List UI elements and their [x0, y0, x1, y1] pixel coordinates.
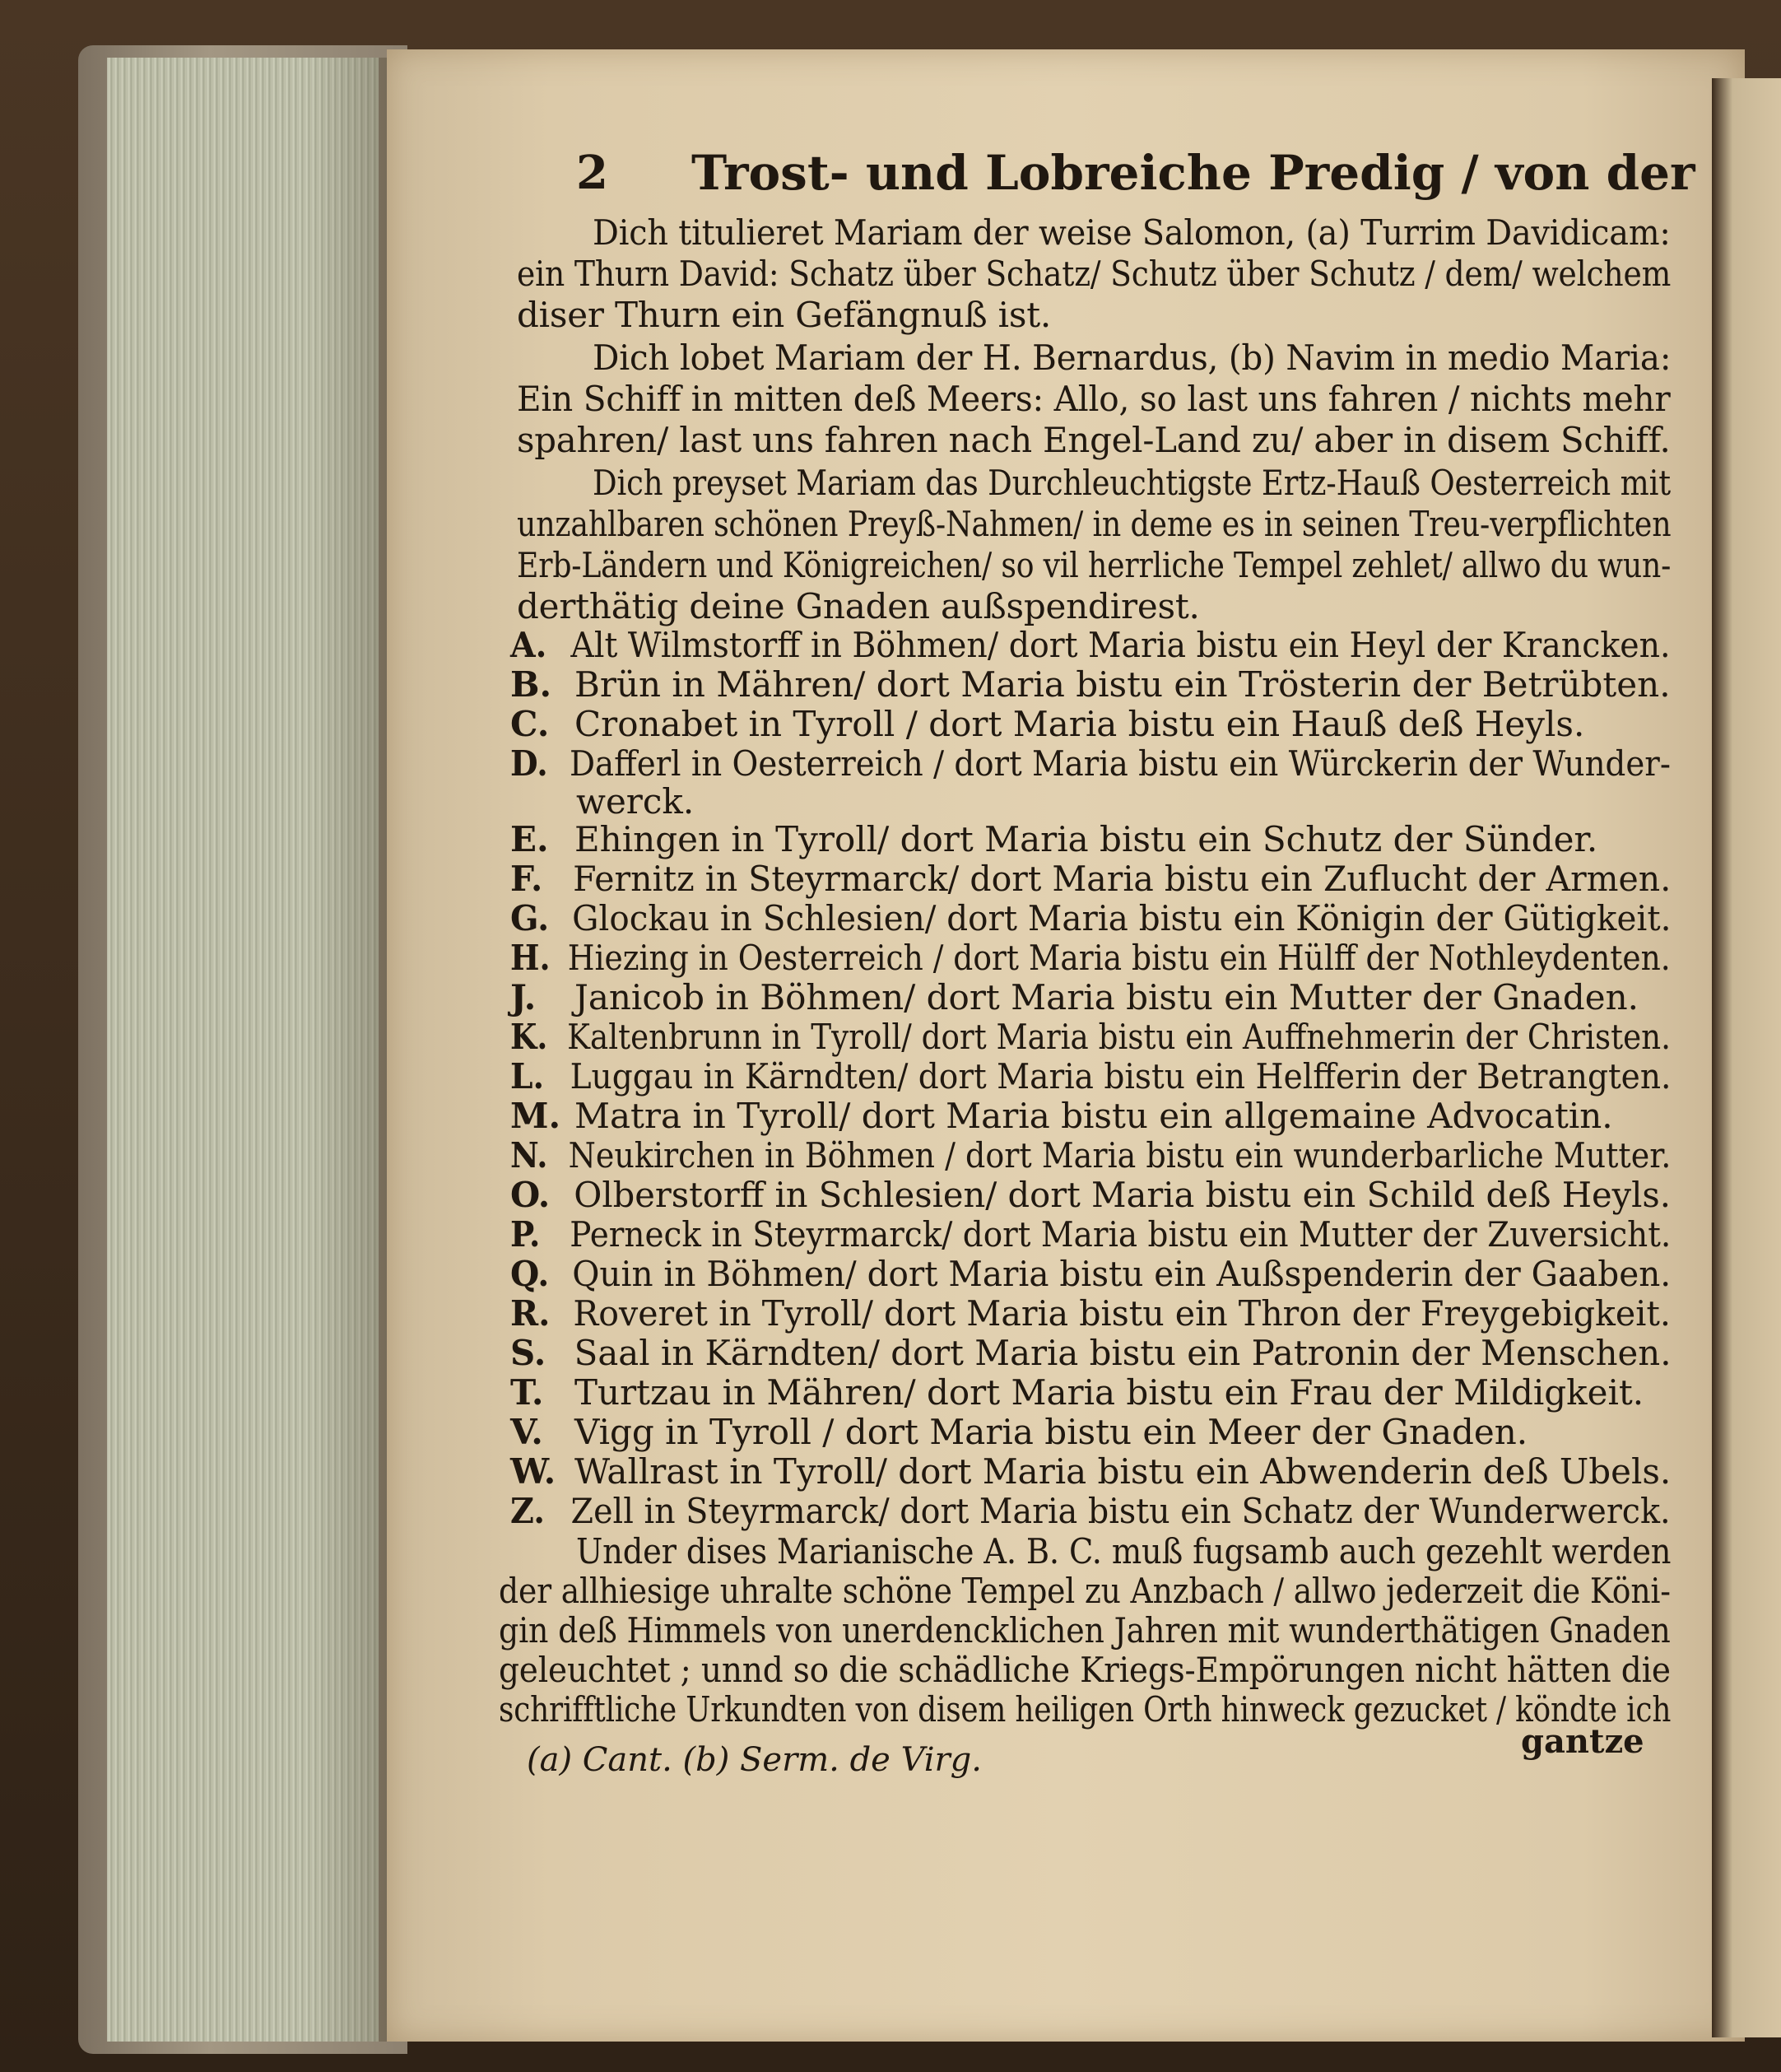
paragraph-line: gin deß Himmels von unerdencklichen Jahren mit wunderthätigen Gnaden [499, 1610, 1671, 1651]
list-item [510, 899, 1671, 938]
list-letter: J. [510, 977, 537, 1017]
list-item [510, 1255, 1671, 1294]
paragraph-line: Under dises Marianische A. B. C. muß fugsamb auch gezehlt werden [576, 1531, 1672, 1571]
list-letter: S. [510, 1333, 546, 1373]
list-text: Roveret in Tyroll/ dort Maria bistu ein Thron der Freygebigkeit. [573, 1293, 1671, 1334]
list-text: Turtzau in Mähren/ dort Maria bistu ein Frau der Mildigkeit. [574, 1372, 1644, 1413]
list-item [510, 1176, 1671, 1215]
list-item-continuation: werck. [576, 781, 695, 822]
list-text: Brün in Mähren/ dort Maria bistu ein Trösterin der Betrübten. [574, 664, 1671, 705]
list-item [510, 705, 1584, 744]
list-item [510, 665, 1671, 705]
list-item [510, 938, 1671, 978]
list-text: Wallrast in Tyroll/ dort Maria bistu ein Abwenderin deß Ubels. [574, 1451, 1672, 1492]
list-item [510, 1373, 1644, 1413]
list-letter: D. [510, 743, 548, 784]
list-item [510, 1294, 1671, 1334]
list-letter: Q. [510, 1254, 550, 1294]
paragraph-line: der allhiesige uhralte schöne Tempel zu Anzbach / allwo jederzeit die Köni- [499, 1571, 1671, 1611]
paragraph-line: Dich lobet Mariam der H. Bernardus, (b) Navim in medio Maria: [593, 338, 1672, 378]
list-letter: A. [510, 625, 547, 665]
list-letter: Z. [510, 1491, 546, 1531]
paragraph-line: Erb-Ländern und Königreichen/ so vil herrliche Tempel zehlet/ allwo du wun- [517, 545, 1672, 585]
list-letter: T. [510, 1372, 544, 1413]
paragraph-line: Ein Schiff in mitten deß Meers: Allo, so last uns fahren / nichts mehr [517, 379, 1671, 419]
list-item [510, 626, 1671, 665]
paragraph-line: diser Thurn ein Gefängnuß ist. [517, 295, 1052, 335]
paragraph-line: Dich titulieret Mariam der weise Salomon, (a) Turrim Davidicam: [593, 212, 1671, 253]
list-letter: M. [510, 1096, 561, 1136]
list-text: Glockau in Schlesien/ dort Maria bistu ein Königin der Gütigkeit. [572, 898, 1672, 938]
list-item [510, 1136, 1671, 1176]
list-letter: K. [510, 1017, 548, 1057]
footnote: (a) Cant. (b) Serm. de Virg. [527, 1741, 982, 1779]
paragraph-line: Dich preyset Mariam das Durchleuchtigste Ertz-Hauß Oesterreich mit [593, 463, 1671, 503]
paragraph-line: geleuchtet ; unnd so die schädliche Kriegs-Empörungen nicht hätten die [499, 1650, 1671, 1690]
list-item [510, 820, 1597, 859]
list-item [510, 1334, 1672, 1373]
list-text: Alt Wilmstorff in Böhmen/ dort Maria bistu ein Heyl der Krancken. [570, 625, 1671, 665]
list-letter: R. [510, 1293, 551, 1334]
list-item [510, 859, 1671, 899]
paragraph-line: spahren/ last uns fahren nach Engel-Land zu/ aber in disem Schiff. [517, 420, 1671, 460]
list-item [510, 1097, 1613, 1136]
list-letter: V. [510, 1412, 543, 1452]
list-text: Perneck in Steyrmarck/ dort Maria bistu ein Mutter der Zuversicht. [570, 1214, 1672, 1255]
list-letter: F. [510, 859, 543, 899]
list-letter: N. [510, 1135, 548, 1176]
list-text: Quin in Böhmen/ dort Maria bistu ein Außspenderin der Gaaben. [572, 1254, 1672, 1294]
list-text: Kaltenbrunn in Tyroll/ dort Maria bistu ein Auffnehmerin der Christen. [567, 1017, 1671, 1057]
page-number: 2 [576, 146, 608, 200]
facing-page-edge [1712, 78, 1781, 2037]
list-text: Saal in Kärndten/ dort Maria bistu ein Patronin der Menschen. [574, 1333, 1672, 1373]
list-text: Ehingen in Tyroll/ dort Maria bistu ein Schutz der Sünder. [574, 819, 1598, 859]
paragraph-line: derthätig deine Gnaden außspendirest. [517, 586, 1200, 626]
list-letter: P. [510, 1214, 541, 1255]
list-text: Vigg in Tyroll / dort Maria bistu ein Meer der Gnaden. [574, 1412, 1528, 1452]
list-item [510, 744, 1671, 784]
list-item [510, 1017, 1671, 1057]
list-letter: E. [510, 819, 549, 859]
list-text: Cronabet in Tyroll / dort Maria bistu ein Hauß deß Heyls. [574, 704, 1585, 744]
list-letter: L. [510, 1056, 545, 1097]
list-item [510, 978, 1639, 1017]
paragraph-line: schrifftliche Urkundten von disem heiligen Orth hinweck gezucket / köndte ich [499, 1689, 1672, 1730]
catchword: gantze [1521, 1722, 1644, 1761]
list-item [510, 1413, 1528, 1452]
paragraph-line: ein Thurn David: Schatz über Schatz/ Schutz über Schutz / dem/ welchem [517, 254, 1672, 294]
list-text: Luggau in Kärndten/ dort Maria bistu ein Helfferin der Betrangten. [570, 1056, 1672, 1097]
list-text: Janicob in Böhmen/ dort Maria bistu ein Mutter der Gnaden. [574, 977, 1639, 1017]
list-text: Zell in Steyrmarck/ dort Maria bistu ein Schatz der Wunderwerck. [570, 1491, 1671, 1531]
list-letter: G. [510, 898, 550, 938]
list-letter: O. [510, 1175, 551, 1215]
running-title: Trost- und Lobreiche Predig / von der [691, 145, 1695, 201]
list-item [510, 1057, 1671, 1097]
list-text: Fernitz in Steyrmarck/ dort Maria bistu ein Zuflucht der Armen. [573, 859, 1672, 899]
list-item [510, 1215, 1671, 1255]
list-text: Olberstorff in Schlesien/ dort Maria bistu ein Schild deß Heyls. [574, 1175, 1671, 1215]
list-letter: C. [510, 704, 550, 744]
list-text: Neukirchen in Böhmen / dort Maria bistu ein wunderbarliche Mutter. [568, 1135, 1672, 1176]
list-text: Matra in Tyroll/ dort Maria bistu ein allgemaine Advocatin. [574, 1096, 1613, 1136]
list-letter: W. [510, 1451, 556, 1492]
list-item [510, 1452, 1671, 1492]
list-letter: B. [510, 664, 552, 705]
page-edges-shadow [309, 58, 399, 2042]
list-text: Hiezing in Oesterreich / dort Maria bistu ein Hülff der Nothleydenten. [567, 938, 1671, 978]
list-item [510, 1492, 1671, 1531]
page-header [576, 140, 1695, 206]
list-letter: H. [510, 938, 551, 978]
paragraph-line: unzahlbaren schönen Preyß-Nahmen/ in deme es in seinen Treu-verpflichten [517, 504, 1672, 544]
list-text: Dafferl in Oesterreich / dort Maria bistu ein Würckerin der Wunder- [569, 743, 1671, 784]
